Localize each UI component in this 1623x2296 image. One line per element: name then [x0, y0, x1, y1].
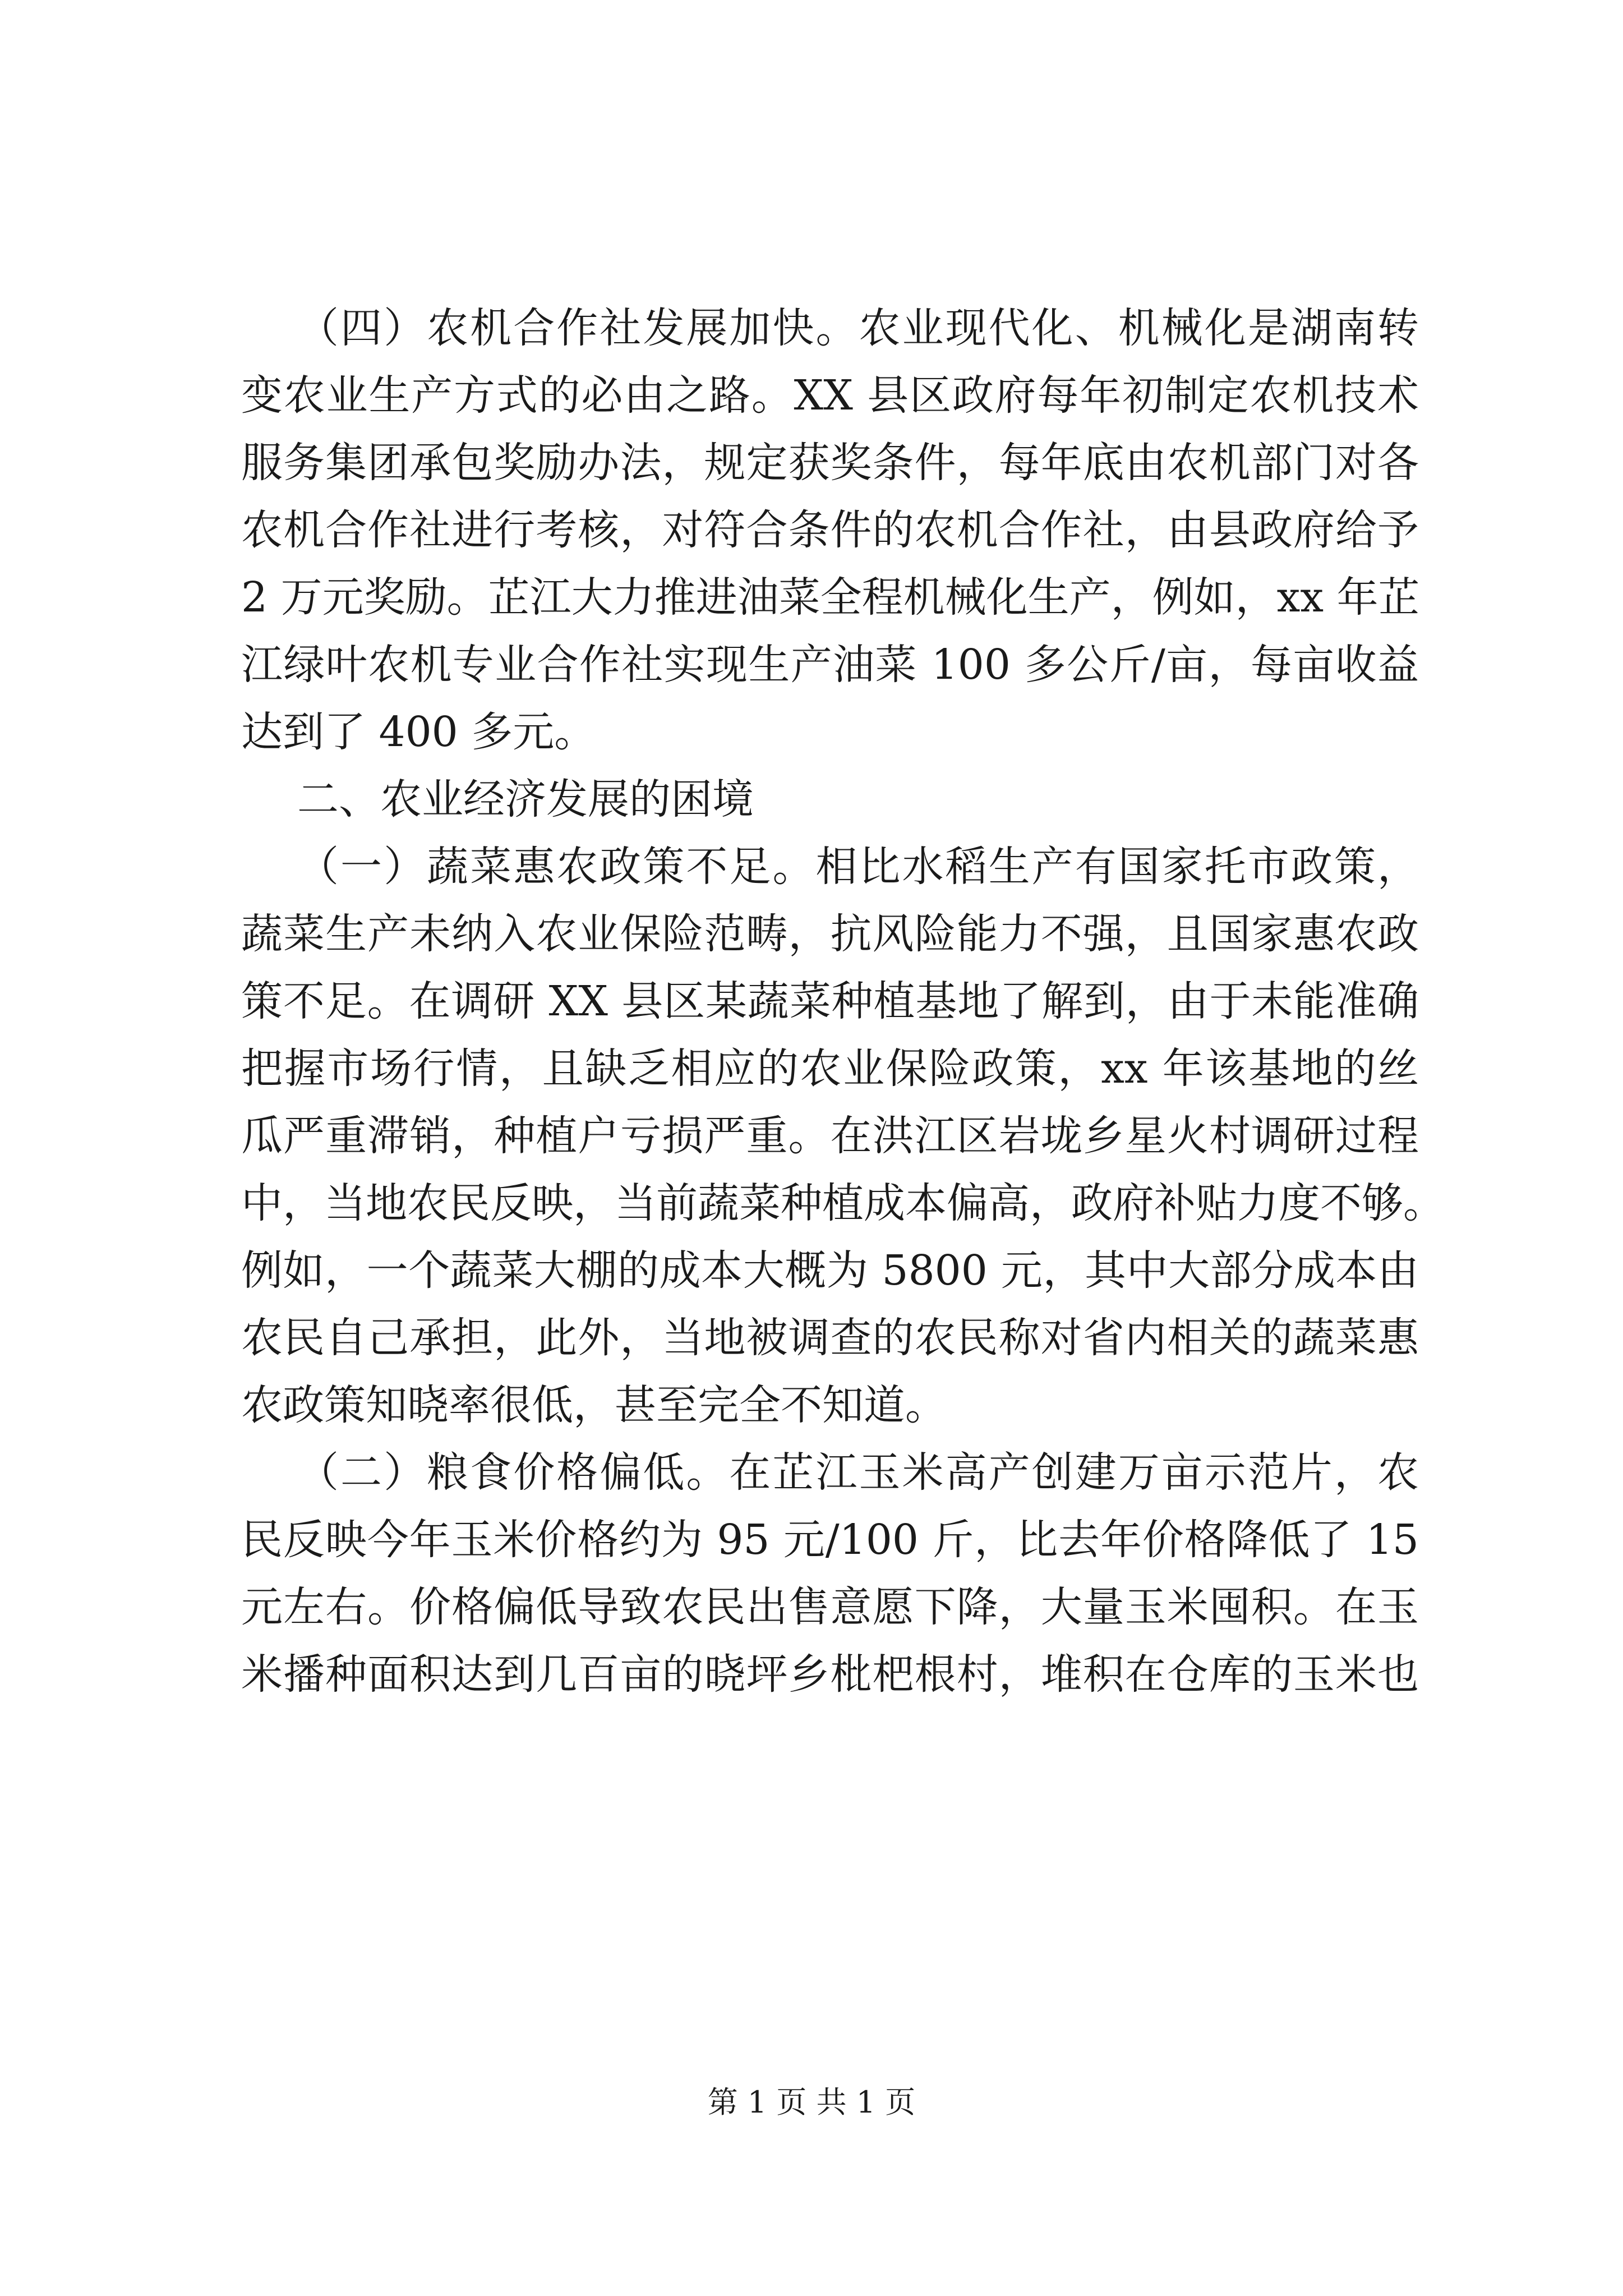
paragraph-line: 元左右。价格偏低导致农民出售意愿下降，大量玉米囤积。在玉: [241, 1583, 1419, 1631]
paragraph-line: 民反映今年玉米价格约为 95 元/100 斤，比去年价格降低了 15: [241, 1516, 1419, 1564]
paragraph-line: 变农业生产方式的必由之路。XX 县区政府每年初制定农机技术: [241, 371, 1419, 420]
paragraph-line: 把握市场行情，且缺乏相应的农业保险政策，xx 年该基地的丝: [241, 1045, 1419, 1093]
paragraph-line: （二）粮食价格偏低。在芷江玉米高产创建万亩示范片，农: [297, 1448, 1419, 1497]
paragraph-line: （一）蔬菜惠农政策不足。相比水稻生产有国家托市政策，: [297, 843, 1419, 891]
paragraph-line: 中，当地农民反映，当前蔬菜种植成本偏高，政府补贴力度不够。: [241, 1179, 1445, 1227]
paragraph-line: 蔬菜生产未纳入农业保险范畴，抗风险能力不强，且国家惠农政: [241, 910, 1419, 958]
paragraph-line: 策不足。在调研 XX 县区某蔬菜种植基地了解到，由于未能准确: [241, 977, 1419, 1025]
paragraph-line: 2 万元奖励。芷江大力推进油菜全程机械化生产，例如，xx 年芷: [241, 573, 1420, 622]
paragraph-line: 例如，一个蔬菜大棚的成本大概为 5800 元，其中大部分成本由: [241, 1246, 1419, 1295]
paragraph-line: 服务集团承包奖励办法，规定获奖条件，每年底由农机部门对各: [241, 439, 1419, 487]
section-heading: 二、农业经济发展的困境: [297, 775, 754, 823]
page-number-footer: 第 1 页 共 1 页: [707, 2085, 916, 2120]
paragraph-line: 江绿叶农机专业合作社实现生产油菜 100 多公斤/亩，每亩收益: [241, 641, 1419, 689]
paragraph-line: （四）农机合作社发展加快。农业现代化、机械化是湖南转: [297, 304, 1419, 352]
paragraph-line: 瓜严重滞销，种植户亏损严重。在洪江区岩垅乡星火村调研过程: [241, 1112, 1419, 1160]
paragraph-line: 米播种面积达到几百亩的晓坪乡枇杷根村，堆积在仓库的玉米也: [241, 1650, 1419, 1699]
paragraph-line: 达到了 400 多元。: [241, 708, 596, 756]
paragraph-line: 农民自己承担，此外，当地被调查的农民称对省内相关的蔬菜惠: [241, 1314, 1419, 1362]
paragraph-line: 农政策知晓率很低，甚至完全不知道。: [241, 1381, 947, 1429]
paragraph-line: 农机合作社进行考核，对符合条件的农机合作社，由县政府给予: [241, 506, 1419, 554]
